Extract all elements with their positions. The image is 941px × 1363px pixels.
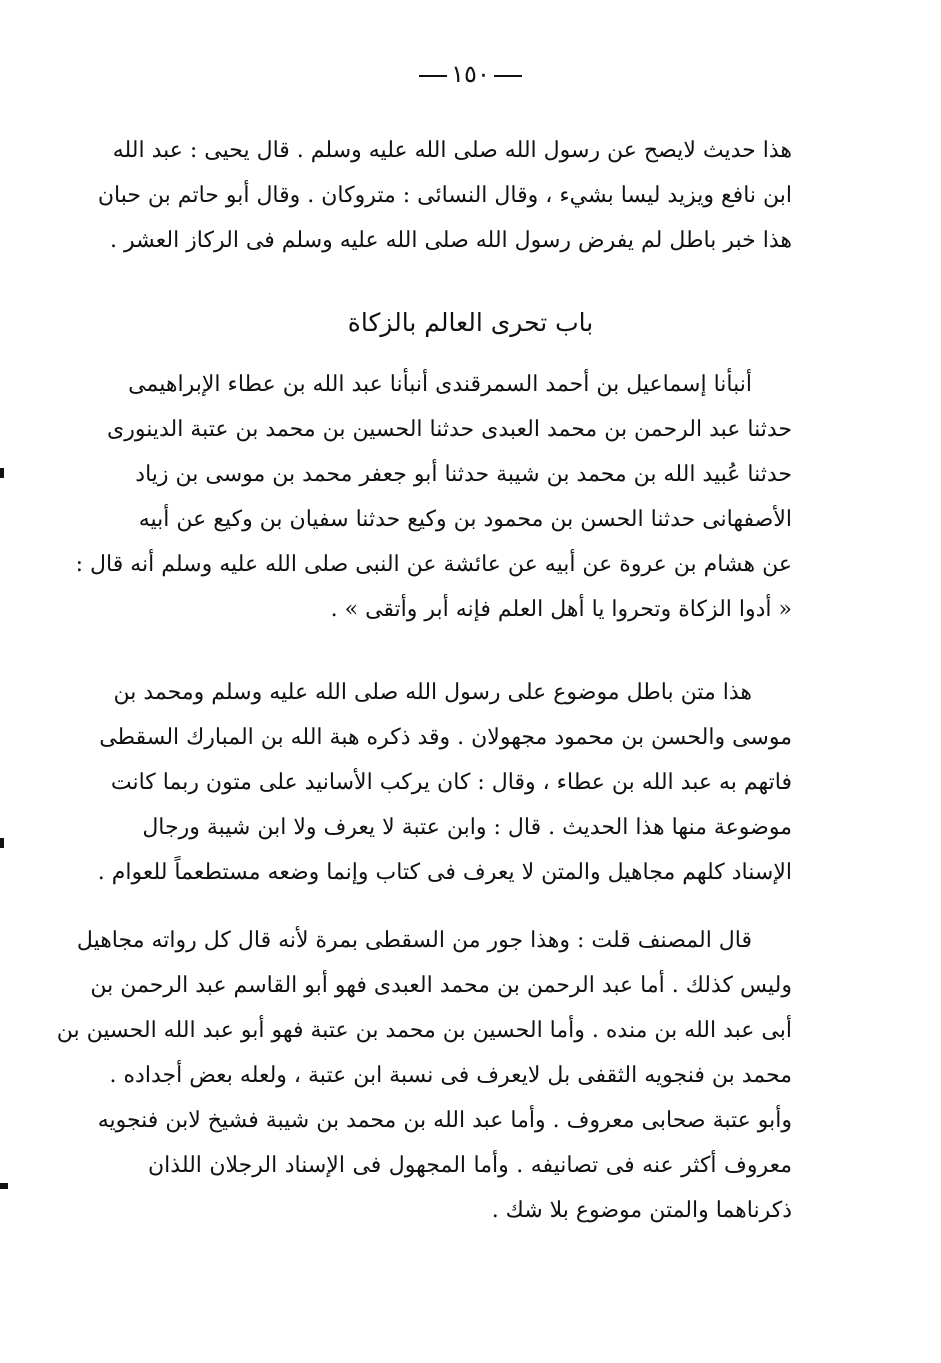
text-line: فاتهم به عبد الله بن عطاء ، وقال : كان يركب الأسانيد على متون ربما كانت bbox=[110, 770, 792, 795]
paragraph-1 bbox=[97, 128, 792, 263]
text-line: أنبأنا إسماعيل بن أحمد السمرقندى أنبأنا عبد الله بن عطاء الإبراهيمى bbox=[128, 372, 752, 397]
paragraph-3 bbox=[97, 670, 792, 895]
text-line: أبى عبد الله بن منده . وأما الحسين بن محمد بن عتبة فهو أبو عبد الله الحسين بن bbox=[56, 1018, 792, 1043]
text-line: هذا حديث لايصح عن رسول الله صلى الله عليه وسلم . قال يحيى : عبد الله bbox=[112, 138, 792, 163]
page-number bbox=[0, 60, 941, 88]
scan-edge-mark bbox=[0, 1183, 8, 1189]
scan-edge-mark bbox=[0, 468, 4, 478]
page-number-dash-left bbox=[419, 75, 447, 77]
text-line: موسى والحسن بن محمود مجهولان . وقد ذكره هبة الله بن المبارك السقطى bbox=[99, 725, 792, 750]
text-line: ابن نافع ويزيد ليسا بشيء ، وقال النسائى : متروكان . وقال أبو حاتم بن حبان bbox=[97, 183, 792, 208]
text-line: محمد بن فنجويه الثقفى بل لايعرف فى نسبة ابن عتبة ، ولعله بعض أجداده . bbox=[109, 1063, 792, 1088]
text-line: هذا متن باطل موضوع على رسول الله صلى الله عليه وسلم ومحمد بن bbox=[113, 680, 752, 705]
paragraph-2 bbox=[75, 362, 792, 632]
text-line: وأبو عتبة صحابى معروف . وأما عبد الله بن محمد بن شيبة فشيخ لابن فنجويه bbox=[97, 1108, 792, 1133]
text-line: هذا خبر باطل لم يفرض رسول الله صلى الله عليه وسلم فى الركاز العشر . bbox=[110, 228, 792, 253]
section-heading: باب تحرى العالم بالزكاة bbox=[347, 308, 594, 337]
text-line: قال المصنف قلت : وهذا جور من السقطى بمرة لأنه قال كل رواته مجاهيل bbox=[76, 928, 752, 953]
text-line: عن هشام بن عروة عن أبيه عن عائشة عن النبى صلى الله عليه وسلم أنه قال : bbox=[75, 552, 792, 577]
text-line: حدثنا عُبيد الله بن محمد بن شيبة حدثنا أبو جعفر محمد بن موسى بن زياد bbox=[135, 462, 792, 487]
page-number-text: ١٥٠ bbox=[451, 60, 490, 88]
page-number-dash-right bbox=[494, 75, 522, 77]
text-line: ذكرناهما والمتن موضوع بلا شك . bbox=[491, 1198, 792, 1223]
text-line: الأصفهانى حدثنا الحسن بن محمود بن وكيع حدثنا سفيان بن وكيع عن أبيه bbox=[138, 507, 792, 532]
text-line: « أدوا الزكاة وتحروا يا أهل العلم فإنه أبر وأتقى » . bbox=[330, 597, 792, 622]
text-line: الإسناد كلهم مجاهيل والمتن لا يعرف فى كتاب وإنما وضعه مستطعماً للعوام . bbox=[97, 860, 792, 885]
text-line: معروف أكثر عنه فى تصانيفه . وأما المجهول فى الإسناد الرجلان اللذان bbox=[148, 1153, 792, 1178]
text-line: موضوعة منها هذا الحديث . قال : وابن عتبة لا يعرف ولا ابن شيبة ورجال bbox=[142, 815, 792, 840]
paragraph-4 bbox=[56, 918, 792, 1233]
text-line: وليس كذلك . أما عبد الرحمن بن محمد العبدى فهو أبو القاسم عبد الرحمن بن bbox=[90, 973, 792, 998]
scan-edge-mark bbox=[0, 838, 4, 848]
text-line: حدثنا عبد الرحمن بن محمد العبدى حدثنا الحسين بن محمد بن عتبة الدينورى bbox=[107, 417, 792, 442]
